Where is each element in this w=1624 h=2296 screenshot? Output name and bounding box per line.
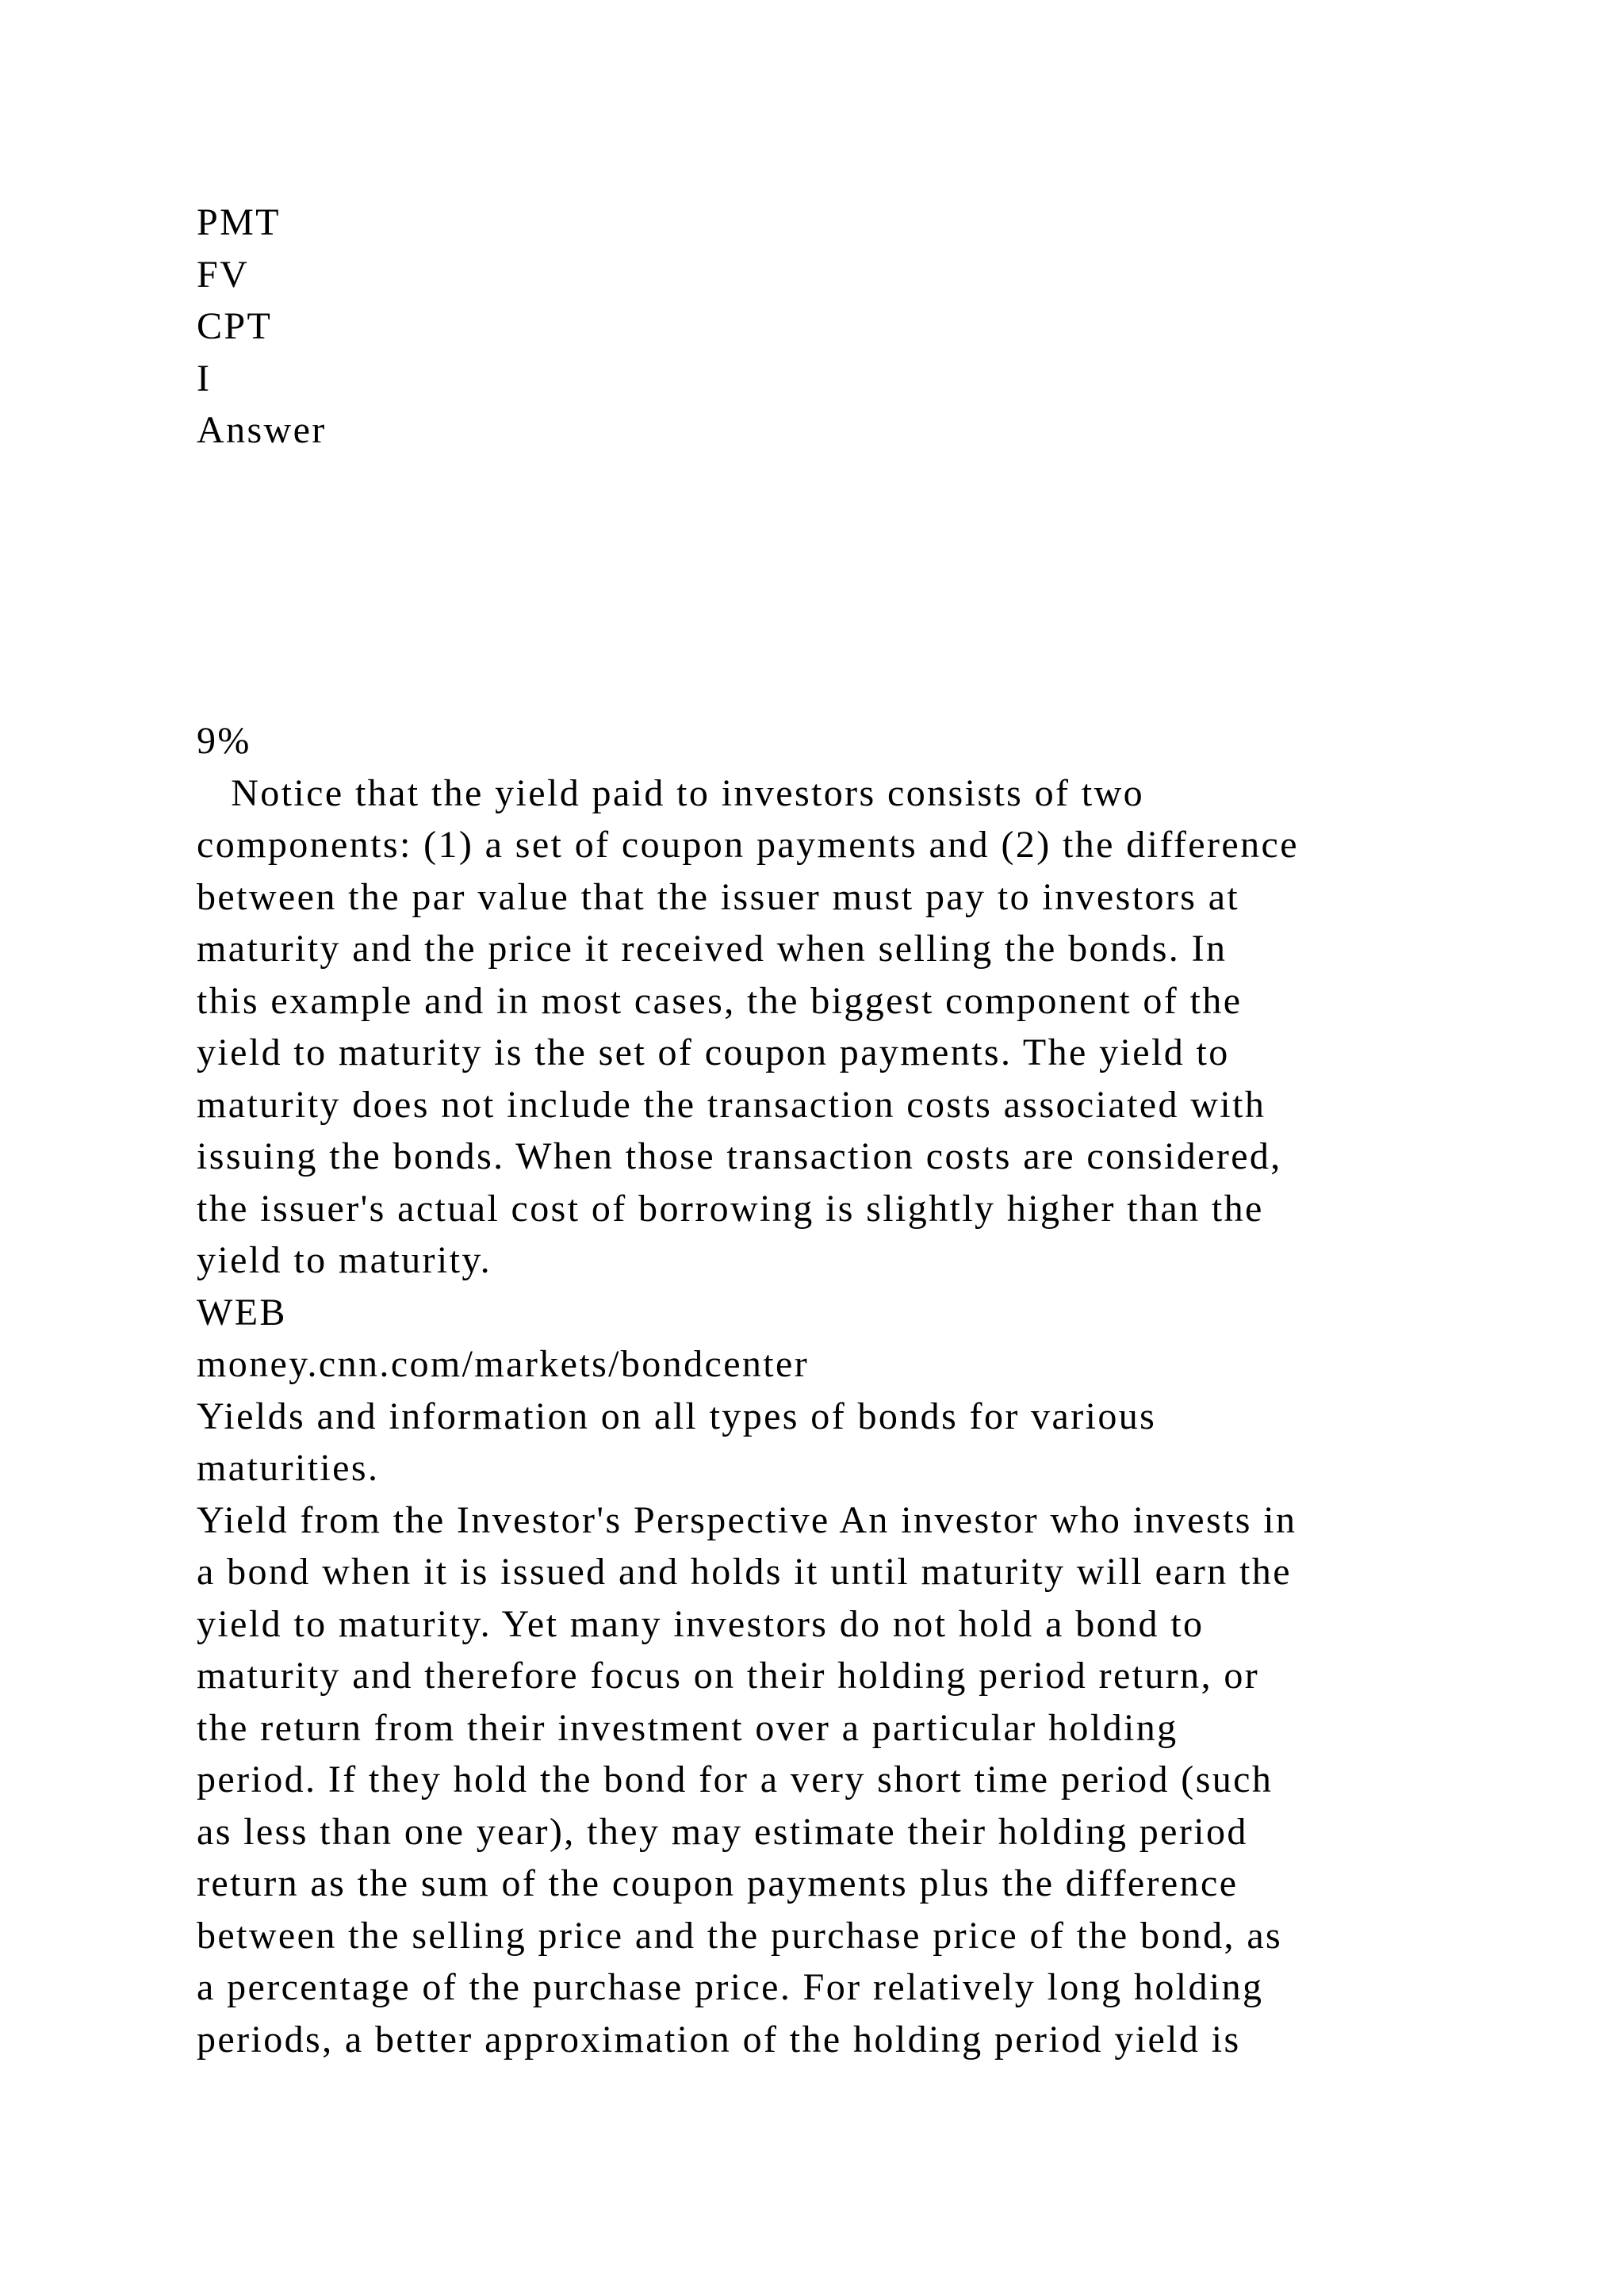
paragraph-line: between the par value that the issuer must pay to investors at (197, 875, 1240, 918)
paragraph-line: yield to maturity is the set of coupon payments. The yield to (197, 1031, 1230, 1073)
web-link-text: money.cnn.com/markets/bondcenter (197, 1343, 810, 1385)
section-paragraph-line: a percentage of the purchase price. For relatively long holding (197, 1966, 1264, 2008)
section-paragraph-line: a bond when it is issued and holds it until maturity will earn the (197, 1551, 1292, 1593)
paragraph-line: issuing the bonds. When those transaction costs are considered, (197, 1135, 1282, 1177)
calculator-key-i: I (197, 357, 212, 400)
section-paragraph-line: yield to maturity. Yet many investors do not hold a bond to (197, 1602, 1205, 1645)
calculator-key-cpt: CPT (197, 305, 273, 347)
paragraph-line: components: (1) a set of coupon payments and (2) the difference (197, 824, 1299, 866)
calculator-key-fv: FV (197, 253, 250, 296)
body-text (197, 715, 1465, 2065)
section-paragraph-line: return as the sum of the coupon payments plus the difference (197, 1862, 1239, 1904)
paragraph-line: maturity and the price it received when selling the bonds. In (197, 928, 1228, 970)
section-paragraph-line: maturity and therefore focus on their holding period return, or (197, 1655, 1260, 1697)
section-paragraph-line: period. If they hold the bond for a very short time period (such (197, 1758, 1274, 1800)
calculator-key-pmt: PMT (197, 201, 281, 243)
web-description-line: maturities. (197, 1447, 380, 1489)
calculator-key-answer: Answer (197, 409, 327, 451)
paragraph-line: this example and in most cases, the biggest component of the (197, 979, 1243, 1022)
section-paragraph-line: periods, a better approximation of the holding period yield is (197, 2018, 1241, 2061)
answer-value: 9% (197, 720, 251, 762)
web-description-line: Yields and information on all types of bonds for various (197, 1395, 1157, 1437)
paragraph-line: Notice that the yield paid to investors consists of two (197, 771, 1145, 814)
section-paragraph-line: between the selling price and the purchase price of the bond, as (197, 1914, 1283, 1957)
paragraph-line: yield to maturity. (197, 1239, 492, 1281)
calculator-key-list (197, 197, 1465, 457)
web-heading: WEB (197, 1291, 287, 1334)
paragraph-line: maturity does not include the transaction costs associated with (197, 1083, 1266, 1126)
section-paragraph-line: the return from their investment over a particular holding (197, 1706, 1178, 1749)
section-paragraph-line: Yield from the Investor's Perspective An investor who invests in (197, 1498, 1297, 1541)
section-paragraph-line: as less than one year), they may estimate their holding period (197, 1810, 1248, 1853)
paragraph-line: the issuer's actual cost of borrowing is slightly higher than the (197, 1187, 1264, 1230)
